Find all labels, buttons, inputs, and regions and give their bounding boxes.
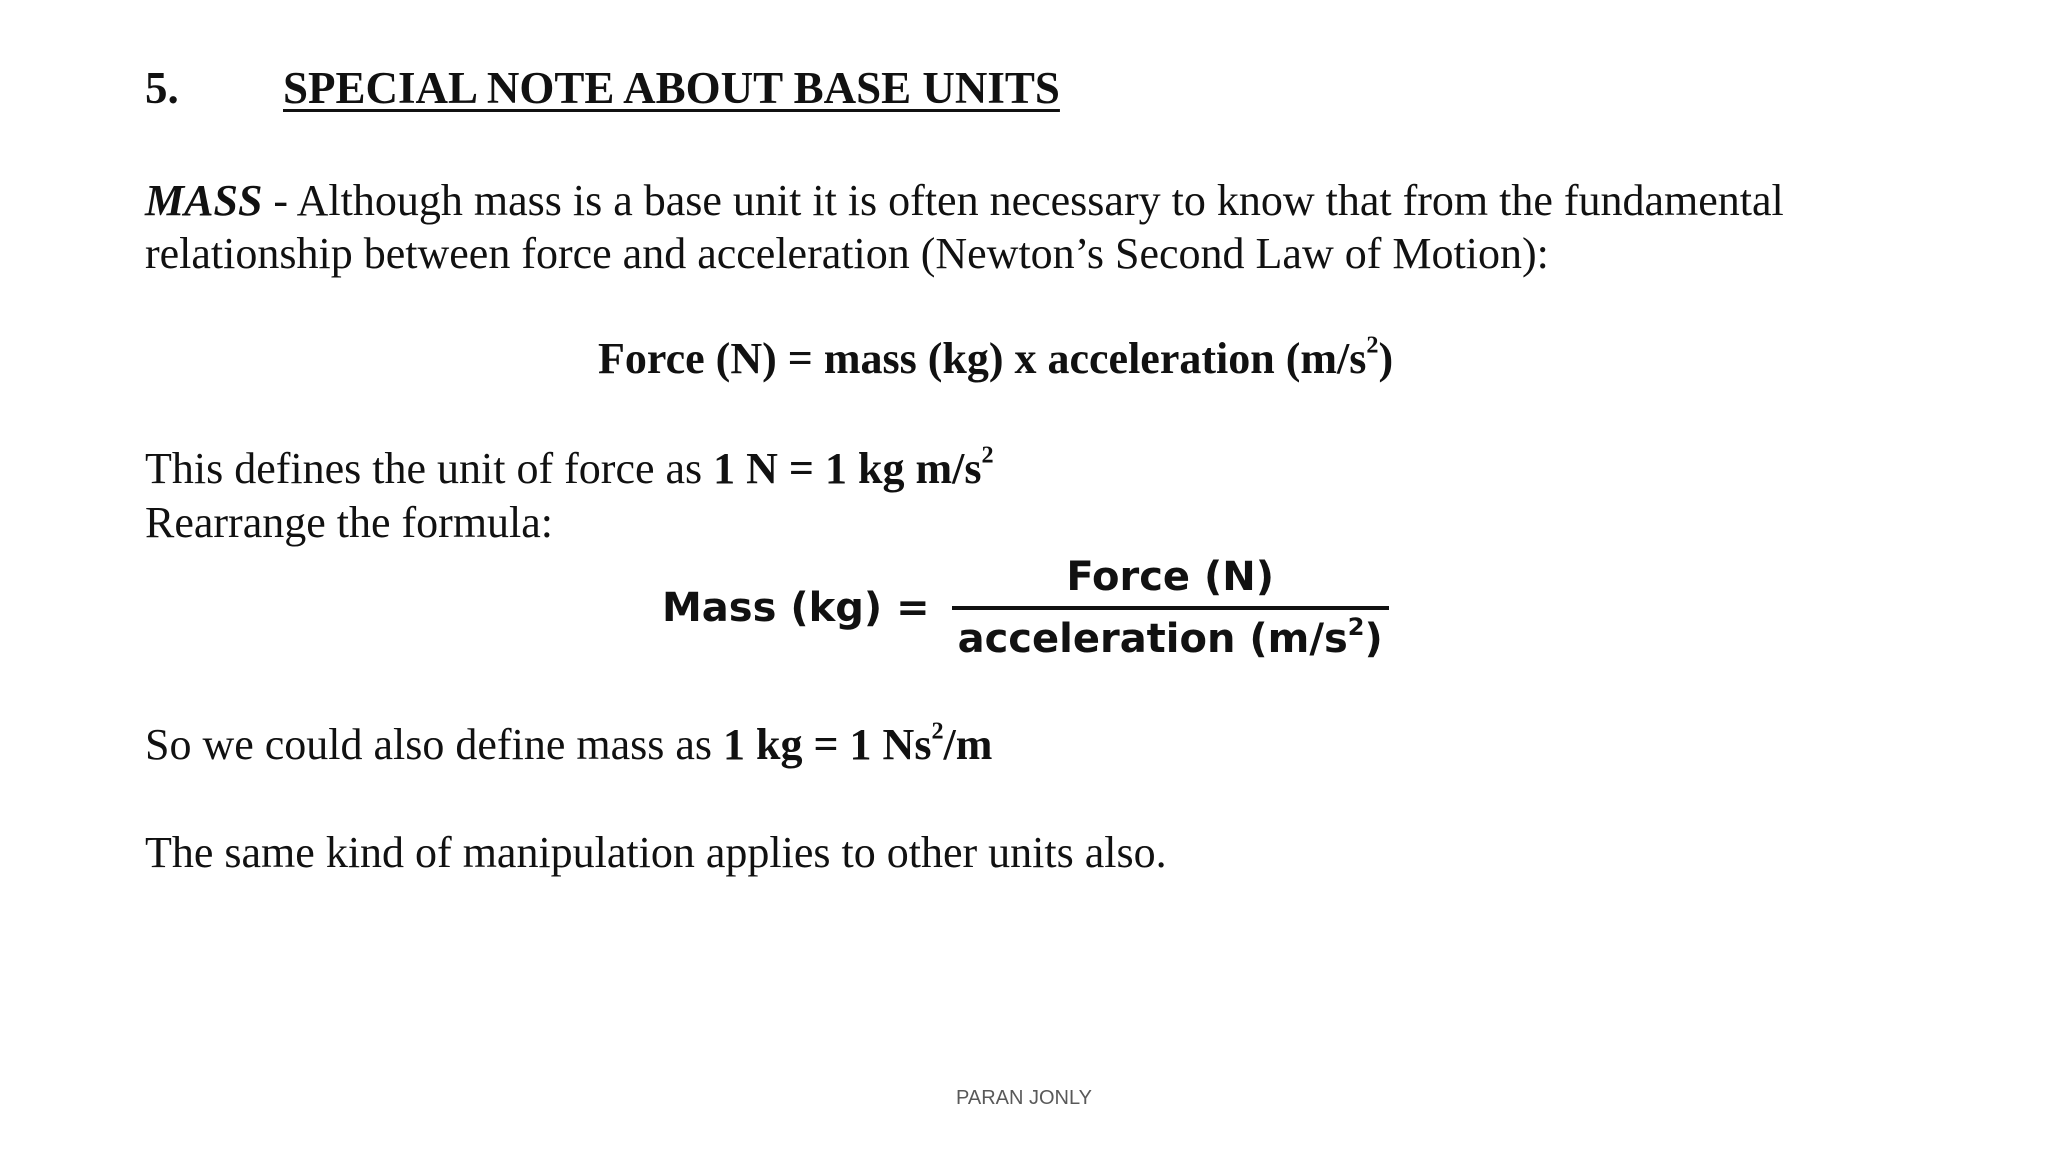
force-unit-expression: 1 N = 1 kg m/s [713, 444, 982, 493]
closing-text: The same kind of manipulation applies to other units also. [145, 828, 1167, 877]
mass-unit-suffix: /m [943, 720, 993, 769]
mass-unit-prefix: So we could also define mass as [145, 720, 723, 769]
force-unit-exponent: 2 [981, 441, 994, 469]
section-title: SPECIAL NOTE ABOUT BASE UNITS [283, 63, 1060, 113]
mass-unit-exponent: 2 [931, 717, 944, 745]
newton-second-law-formula [598, 333, 1393, 384]
fraction-lhs: Mass (kg) = [662, 584, 930, 631]
mass-unit-definition [145, 718, 992, 771]
denominator-exponent: 2 [1347, 612, 1365, 641]
footer-author: PARAN JONLY [956, 1087, 1092, 1109]
force-unit-definition [145, 442, 994, 495]
mass-paragraph-line2: relationship between force and acceleration (Newton’s Second Law of Motion): [145, 229, 1549, 278]
formula1-close: ) [1378, 334, 1394, 383]
mass-paragraph-line1-text: - Although mass is a base unit it is often necessary to know that from the fundamental [262, 176, 1784, 225]
mass-paragraph [145, 174, 1784, 280]
section-number: 5. [145, 63, 179, 113]
mass-lead-word: MASS [145, 176, 263, 225]
fraction-denominator: acceleration $(m/s^2)$ [952, 606, 1389, 662]
force-unit-prefix: This defines the unit of force as [145, 444, 714, 493]
rearrange-text: Rearrange the formula: [145, 498, 554, 547]
fraction [952, 554, 1389, 662]
mass-fraction-formula [662, 545, 1389, 670]
formula1-exponent: 2 [1366, 331, 1379, 359]
mass-paragraph-line1 [145, 174, 1784, 227]
fraction-numerator: Force (N) [1066, 553, 1275, 600]
formula1-text: Force (N) = mass (kg) x acceleration (m/s [598, 334, 1367, 383]
mass-unit-expression: 1 kg = 1 Ns [723, 720, 932, 769]
section-heading [145, 62, 1060, 114]
